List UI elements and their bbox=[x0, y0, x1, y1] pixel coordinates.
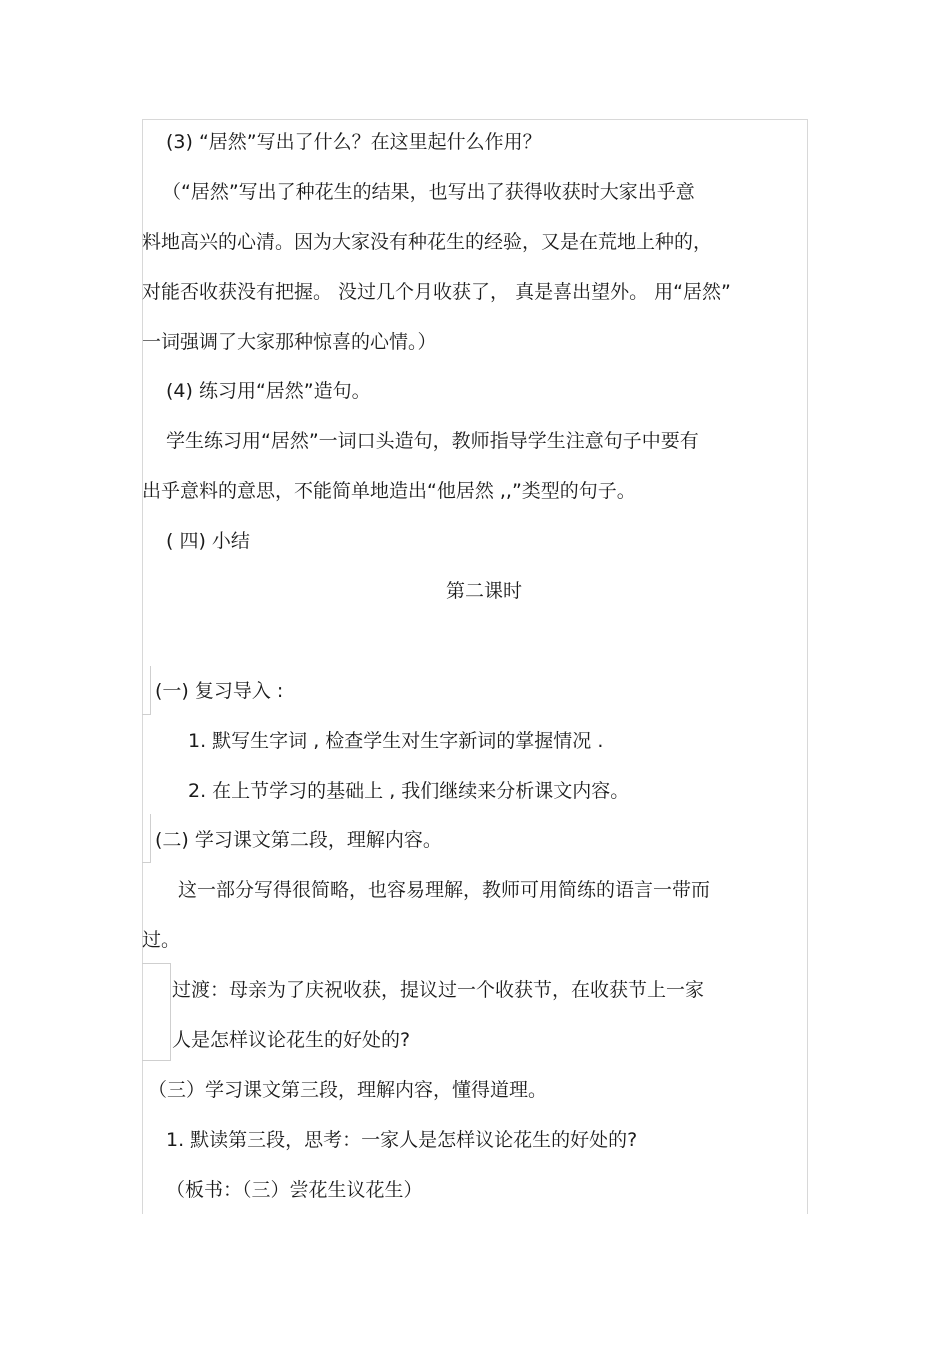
question-4: (4) 练习用“居然”造句。 bbox=[166, 380, 371, 402]
margin-mark-1 bbox=[142, 666, 151, 715]
section-1-heading: (一) 复习导入 : bbox=[155, 680, 284, 702]
margin-mark-2 bbox=[142, 814, 151, 863]
answer-line-4: 一词强调了大家那种惊喜的心情。） bbox=[142, 331, 437, 353]
margin-mark-3 bbox=[142, 963, 171, 1061]
transition-line-2: 人是怎样议论花生的好处的? bbox=[172, 1029, 411, 1051]
section-2-para-1: 这一部分写得很简略，也容易理解，教师可用简练的语言一带而 bbox=[178, 879, 711, 901]
question-3: (3) “居然”写出了什么？在这里起什么作用？ bbox=[166, 131, 542, 153]
answer-line-1: （“居然”写出了种花生的结果，也写出了获得收获时大家出乎意 bbox=[162, 181, 695, 203]
practice-line-2: 出乎意料的意思，不能简单地造出“他居然 ,,”类型的句子。 bbox=[142, 480, 636, 502]
transition-line-1: 过渡：母亲为了庆祝收获，提议过一个收获节，在收获节上一家 bbox=[172, 979, 705, 1001]
section-2-para-2: 过。 bbox=[142, 929, 181, 951]
section-3-item-1: 1. 默读第三段，思考：一家人是怎样议论花生的好处的? bbox=[166, 1129, 638, 1151]
section-1-item-2: 2. 在上节学习的基础上 , 我们继续来分析课文内容。 bbox=[188, 780, 630, 802]
section-3-board-note: （板书：（三）尝花生议花生） bbox=[166, 1179, 423, 1201]
answer-line-2: 料地高兴的心清。因为大家没有种花生的经验，又是在荒地上种的， bbox=[142, 231, 713, 253]
section-3-heading: （三）学习课文第三段，理解内容，懂得道理。 bbox=[148, 1079, 548, 1101]
lesson-two-title: 第二课时 bbox=[446, 580, 523, 602]
summary-heading: ( 四) 小结 bbox=[166, 530, 250, 552]
practice-line-1: 学生练习用“居然”一词口头造句，教师指导学生注意句子中要有 bbox=[166, 430, 699, 452]
section-2-heading: (二) 学习课文第二段，理解内容。 bbox=[155, 829, 442, 851]
answer-line-3: 对能否收获没有把握。 没过几个月收获了， 真是喜出望外。 用“居然” bbox=[142, 281, 731, 303]
section-1-item-1: 1. 默写生字词 , 检查学生对生字新词的掌握情况 . bbox=[188, 730, 604, 752]
